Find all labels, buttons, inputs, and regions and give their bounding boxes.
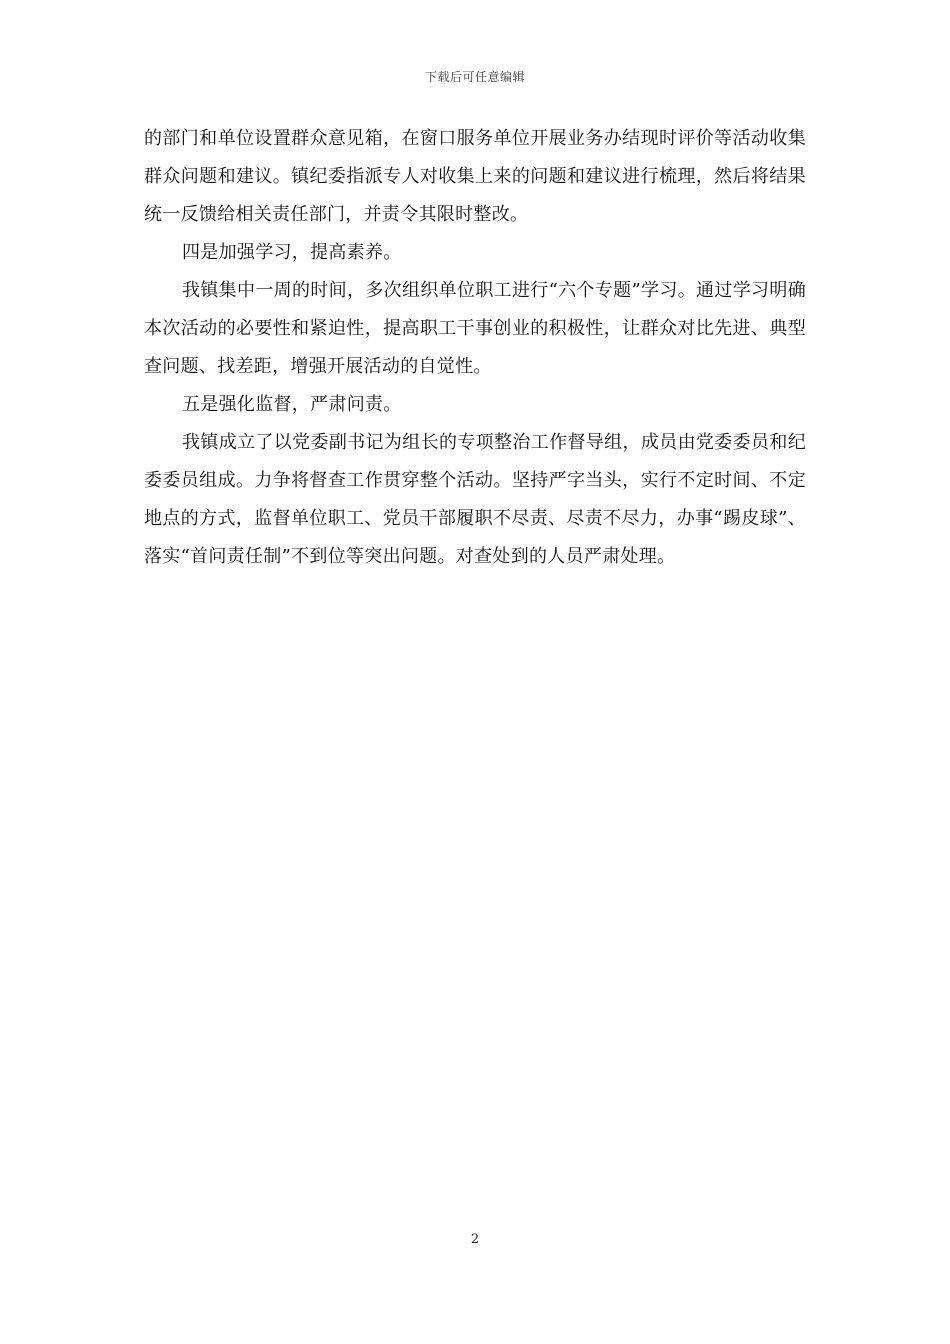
page-number: 2 — [470, 1232, 480, 1247]
paragraph-continuation: 的部门和单位设置群众意见箱，在窗口服务单位开展业务办结现时评价等活动收集群众问题和建议。镇纪委指派专人对收集上来的问题和建议进行梳理，然后将结果统一反馈给相关责任部门，并责令其限时整改。 — [144, 128, 806, 225]
page-header: 下载后可任意编辑 — [424, 70, 525, 84]
paragraph-study: 我镇集中一周的时间，多次组织单位职工进行“六个专题”学习。通过学习明确本次活动的必要性和紧迫性，提高职工干事创业的积极性，让群众对比先进、典型查问题、找差距，增强开展活动的自觉性。 — [144, 280, 806, 377]
paragraph-heading-five: 五是强化监督，严肃问责。 — [182, 394, 402, 415]
paragraph-heading-four: 四是加强学习，提高素养。 — [182, 242, 402, 263]
paragraph-supervision: 我镇成立了以党委副书记为组长的专项整治工作督导组，成员由党委委员和纪委委员组成。力争将督查工作贯穿整个活动。坚持严字当头，实行不定时间、不定地点的方式，监督单位职工、党员干部履职不尽责、尽责不尽力，办事“踢皮球”、落实“首问责任制”不到位等突出问题。对查处到的人员严肃处理。 — [144, 432, 806, 567]
document-body — [144, 120, 806, 576]
